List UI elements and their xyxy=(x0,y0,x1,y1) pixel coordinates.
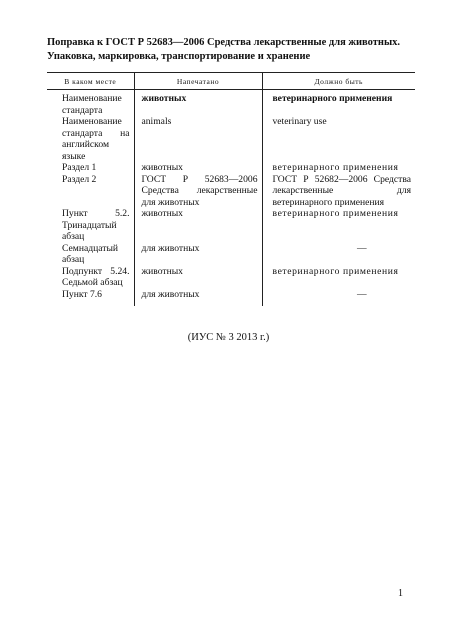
cell-printed: животных xyxy=(134,208,262,243)
cell-printed: для животных xyxy=(134,243,262,266)
table-row xyxy=(47,266,415,289)
header-should-be: Должно быть xyxy=(262,73,415,90)
issue-note: (ИУС № 3 2013 г.) xyxy=(187,332,270,343)
cell-place: Семнадцатый абзац xyxy=(62,242,119,265)
table-row xyxy=(47,162,415,174)
cell-printed: животных xyxy=(134,266,262,289)
table-row xyxy=(47,243,415,266)
cell-printed: animals xyxy=(134,116,262,162)
table-row xyxy=(47,208,415,243)
header-place: В каком месте xyxy=(47,73,134,90)
header-printed: Напечатано xyxy=(134,73,262,90)
cell-place: Наименование стандарта на английском языке xyxy=(62,116,130,162)
page-title: Поправка к ГОСТ Р 52683—2006 Средства лекарственные для животных. Упаковка, маркировка, транспортирование и хранение xyxy=(47,37,401,62)
table-row xyxy=(47,116,415,162)
cell-should-be: ветеринарного применения xyxy=(262,162,415,174)
cell-place: Раздел 1 xyxy=(62,162,97,173)
cell-should-be: ветеринарного применения xyxy=(262,266,415,289)
cell-printed: для животных xyxy=(134,289,262,307)
cell-printed: ГОСТ Р 52683—2006 Средства лекарственные для животных xyxy=(134,174,262,209)
cell-should-be: ветеринарного применения xyxy=(262,90,415,117)
table-row xyxy=(47,174,415,209)
cell-place: Раздел 2 xyxy=(62,173,97,185)
cell-should-be xyxy=(262,243,415,266)
cell-should-be: veterinary use xyxy=(262,116,415,162)
cell-place: Наименование стандарта xyxy=(62,93,122,116)
cell-should-be: ветеринарного применения xyxy=(262,208,415,243)
table-header-row xyxy=(47,73,415,90)
cell-place: Пункт 7.6 xyxy=(62,288,102,300)
cell-place: Подпункт 5.24. Седьмой абзац xyxy=(62,265,130,288)
table-row xyxy=(47,289,415,307)
cell-place: Пункт 5.2. Тринадцатый абзац xyxy=(62,208,130,242)
corrections-table xyxy=(47,72,415,306)
dash-mark: — xyxy=(356,242,367,254)
cell-printed: животных xyxy=(134,162,262,174)
cell-should-be xyxy=(262,289,415,307)
table-row xyxy=(47,90,415,117)
cell-printed: животных xyxy=(134,90,262,117)
cell-should-be: ГОСТ Р 52682—2006 Средства лекарственные для ветеринарного применения xyxy=(262,174,415,209)
page-number: 1 xyxy=(398,588,403,599)
dash-mark: — xyxy=(356,288,367,300)
